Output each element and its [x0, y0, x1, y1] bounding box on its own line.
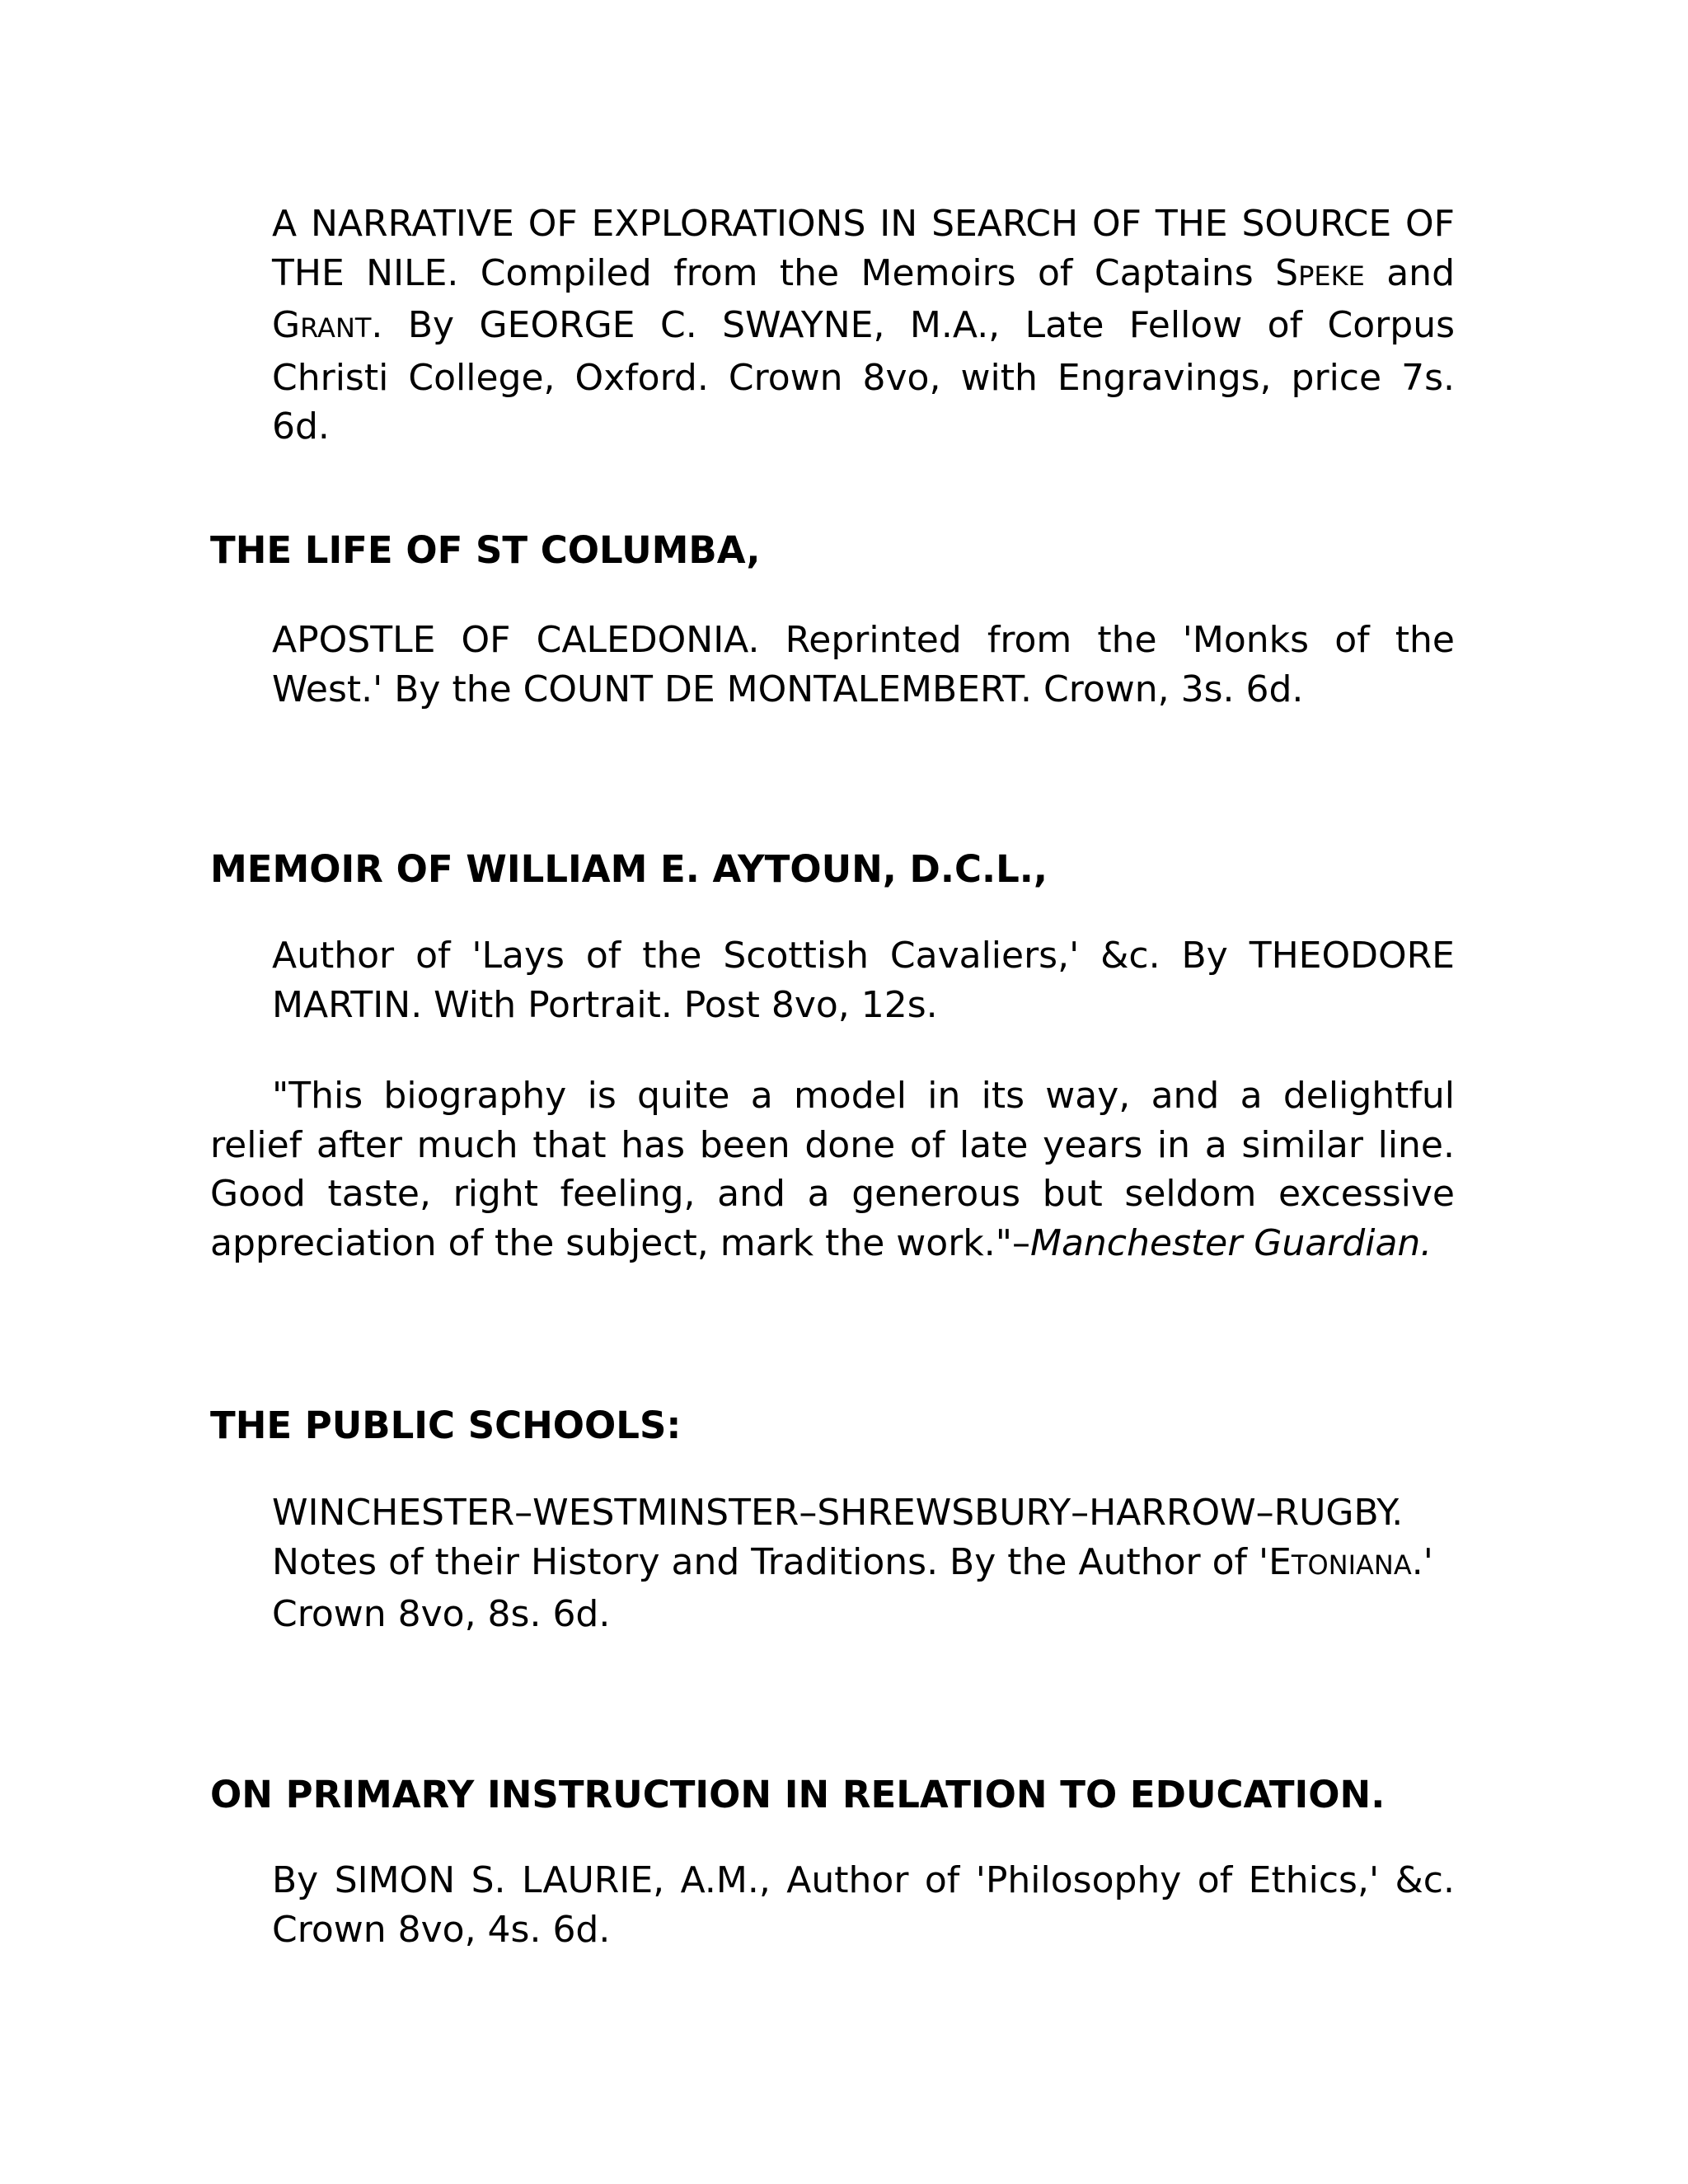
entry-body-public-schools: [272, 1488, 1455, 1639]
entry-body-text: . By GEORGE C. SWAYNE, M.A., Late Fellow of Corpus Christi College, Oxford. Crown 8vo, with Engravings, price 7s. 6d.: [272, 304, 1455, 448]
entry-heading-public-schools: THE PUBLIC SCHOOLS:: [210, 1404, 682, 1447]
review-quote: [210, 1071, 1455, 1268]
review-quote-source: Manchester Guardian.: [1029, 1221, 1432, 1264]
small-caps-speke-rest: PEKE: [1298, 260, 1365, 292]
entry-body-primary-instruction: By SIMON S. LAURIE, A.M., Author of 'Philosophy of Ethics,' &c. Crown 8vo, 4s. 6d.: [272, 1859, 1455, 1951]
small-caps-grant-initial: G: [272, 304, 301, 346]
entry-body-st-columba: APOSTLE OF CALEDONIA. Reprinted from the 'Monks of the West.' By the COUNT DE MONTALEMBERT. Crown, 3s. 6d.: [272, 619, 1455, 710]
review-quote-text: "This biography is quite a model in its way, and a delightful relief after much that has been done of late years in a similar line. Good taste, right feeling, and a generous but seldom excessive appreciation of the subject, mark the work."–: [210, 1075, 1455, 1264]
entry-heading-primary-instruction: ON PRIMARY INSTRUCTION IN RELATION TO EDUCATION.: [210, 1773, 1386, 1816]
small-caps-grant-rest: RANT: [300, 312, 372, 344]
entry-body-text: .' Crown 8vo, 8s. 6d.: [272, 1540, 1433, 1635]
entry-body-text: A NARRATIVE OF EXPLORATIONS IN SEARCH OF THE SOURCE OF THE NILE. Compiled from the Memoirs of Captains: [272, 203, 1455, 294]
small-caps-speke-initial: S: [1275, 251, 1299, 294]
small-caps-etoniana-initial: E: [1268, 1540, 1292, 1583]
small-caps-etoniana-rest: TONIANA: [1291, 1549, 1412, 1581]
entry-body-text: Notes of their History and Traditions. By the Author of ': [272, 1540, 1269, 1583]
entry-body-text: and: [1364, 251, 1455, 294]
entry-heading-aytoun-memoir: MEMOIR OF WILLIAM E. AYTOUN, D.C.L.,: [210, 847, 1048, 891]
entry-body-aytoun-memoir: Author of 'Lays of the Scottish Cavaliers,' &c. By THEODORE MARTIN. With Portrait. Post 8vo, 12s.: [272, 935, 1455, 1026]
entry-heading-st-columba: THE LIFE OF ST COLUMBA,: [210, 528, 761, 572]
entry-body-nile-narrative: [272, 199, 1455, 452]
school-list-line: WINCHESTER–WESTMINSTER–SHREWSBURY–HARROW–RUGBY.: [272, 1492, 1404, 1534]
